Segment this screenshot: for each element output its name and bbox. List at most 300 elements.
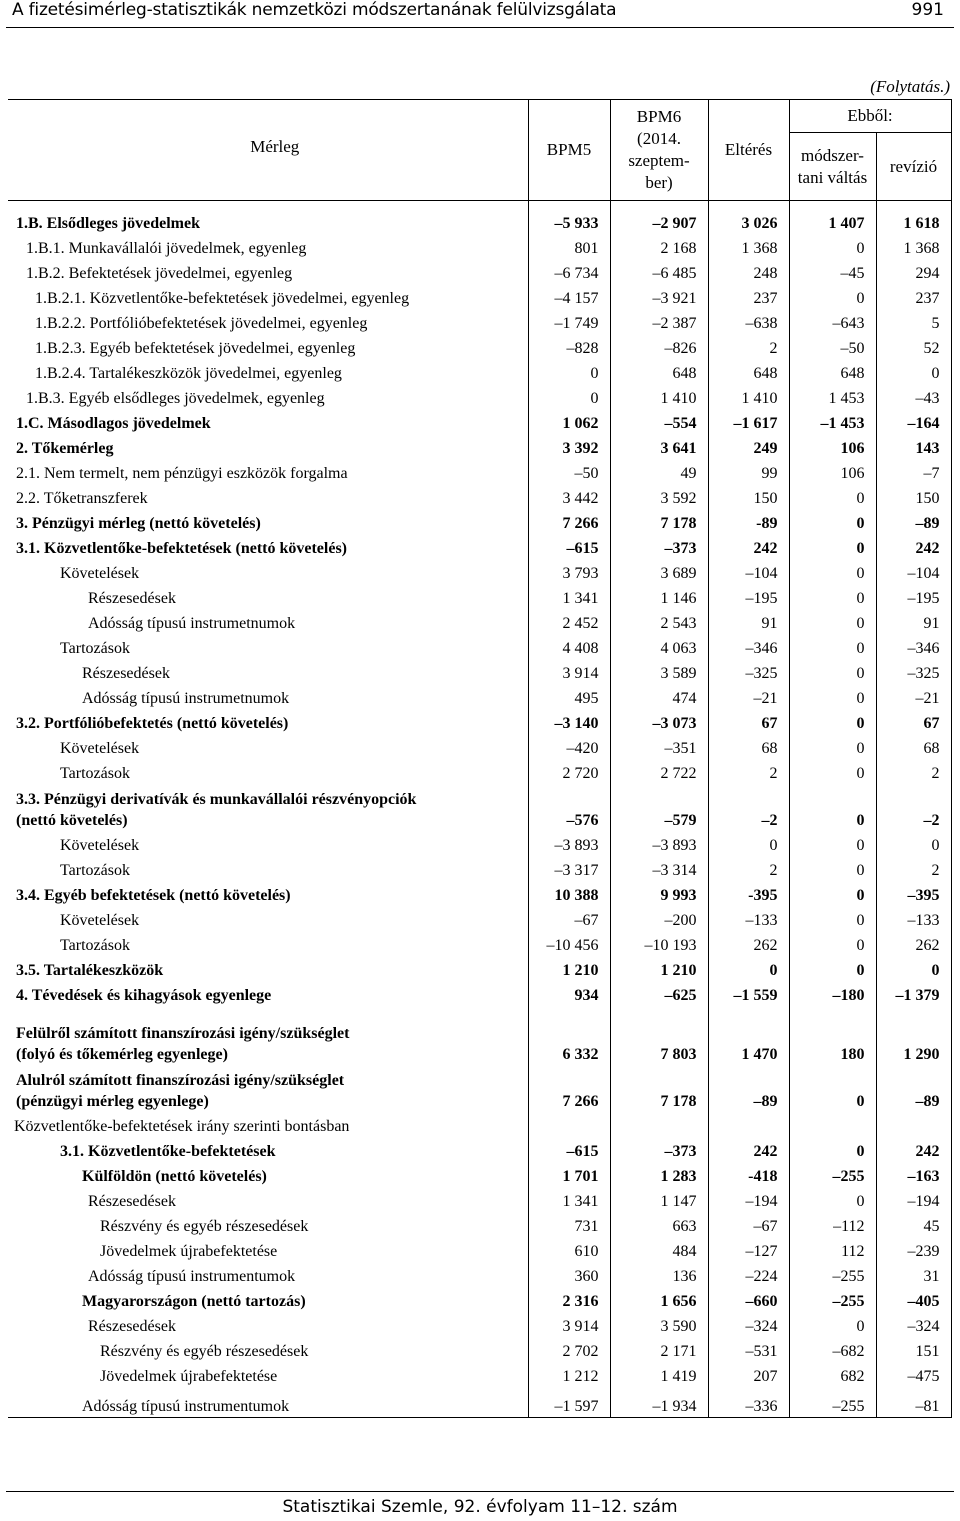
row-label: 1.B.2.4. Tartalékeszközök jövedelmei, egyenleg xyxy=(35,365,342,382)
table-row xyxy=(8,334,951,359)
header-merleg-label: Mérleg xyxy=(250,137,300,156)
table-row xyxy=(8,1065,951,1112)
revizio-value: –89 xyxy=(876,509,951,534)
table-row xyxy=(8,309,951,334)
spacer-cell xyxy=(789,1006,876,1018)
row-label: Magyarországon (nettó tartozás) xyxy=(82,1293,306,1310)
bpm5-value: 3 442 xyxy=(528,484,610,509)
bpm6-value: 3 641 xyxy=(610,434,708,459)
modszertani-value: 648 xyxy=(789,359,876,384)
bpm6-value: –200 xyxy=(610,906,708,931)
modszertani-value: 0 xyxy=(789,234,876,259)
bpm6-value: 3 590 xyxy=(610,1312,708,1337)
row-label: Adósság típusú instrumetnumok xyxy=(82,690,290,707)
revizio-value: –164 xyxy=(876,409,951,434)
row-label: Követelések xyxy=(60,740,140,757)
row-label: Részesedések xyxy=(88,590,176,607)
revizio-value: 45 xyxy=(876,1212,951,1237)
bpm5-value: 0 xyxy=(528,384,610,409)
table-row xyxy=(8,509,951,534)
table-row xyxy=(8,259,951,284)
bpm6-value: –554 xyxy=(610,409,708,434)
row-label: Alulról számított finanszírozási igény/szükséglet (pénzügyi mérleg egyenlege) xyxy=(16,1072,345,1110)
bpm5-value: –50 xyxy=(528,459,610,484)
elteres-value: 2 xyxy=(708,856,789,881)
revizio-value: 237 xyxy=(876,284,951,309)
revizio-value: 294 xyxy=(876,259,951,284)
table-row xyxy=(8,856,951,881)
revizio-value: 31 xyxy=(876,1262,951,1287)
modszertani-value: –1 453 xyxy=(789,409,876,434)
revizio-value: 242 xyxy=(876,1137,951,1162)
revizio-value: –89 xyxy=(876,1065,951,1112)
row-label: Követelések xyxy=(60,565,140,582)
elteres-value: 248 xyxy=(708,259,789,284)
bpm5-value: 7 266 xyxy=(528,509,610,534)
row-label: Részesedések xyxy=(82,665,170,682)
revizio-value: –104 xyxy=(876,559,951,584)
modszertani-value: 0 xyxy=(789,634,876,659)
modszertani-value: 0 xyxy=(789,956,876,981)
row-label: 4. Tévedések és kihagyások egyenlege xyxy=(16,987,272,1004)
table-row xyxy=(8,1362,951,1387)
row-label: 1.B.2. Befektetések jövedelmei, egyenleg xyxy=(26,265,293,282)
revizio-value: 150 xyxy=(876,484,951,509)
header-rule xyxy=(6,27,954,28)
bpm5-value: 6 332 xyxy=(528,1018,610,1065)
revizio-value: –475 xyxy=(876,1362,951,1387)
row-label: Tartozások xyxy=(60,765,130,782)
bpm6-value: 4 063 xyxy=(610,634,708,659)
balance-table xyxy=(8,99,952,1418)
bpm6-value: –373 xyxy=(610,534,708,559)
bpm5-value: –1 749 xyxy=(528,309,610,334)
table-row xyxy=(8,409,951,434)
elteres-value: –21 xyxy=(708,684,789,709)
modszertani-value: 0 xyxy=(789,1187,876,1212)
bpm5-value: 495 xyxy=(528,684,610,709)
table-row xyxy=(8,881,951,906)
modszertani-value: 0 xyxy=(789,534,876,559)
modszertani-value: 0 xyxy=(789,659,876,684)
table-body xyxy=(8,201,951,1418)
spacer-cell xyxy=(708,1006,789,1018)
running-header xyxy=(0,0,960,30)
elteres-value: 1 470 xyxy=(708,1018,789,1065)
bpm5-value: 2 316 xyxy=(528,1287,610,1312)
spacer-cell xyxy=(8,1006,528,1018)
modszertani-value: –255 xyxy=(789,1287,876,1312)
row-label: Felülről számított finanszírozási igény/szükséglet (folyó és tőkemérleg egyenlege) xyxy=(16,1025,350,1063)
bpm6-value: –579 xyxy=(610,784,708,831)
table-row xyxy=(8,1312,951,1337)
row-label: 3.1. Közvetlentőke-befektetések xyxy=(60,1143,276,1160)
bpm6-value: 1 656 xyxy=(610,1287,708,1312)
revizio-value: –163 xyxy=(876,1162,951,1187)
table-row xyxy=(8,1387,951,1418)
row-label: Tartozások xyxy=(60,862,130,879)
table-row xyxy=(8,831,951,856)
bpm6-value: –3 314 xyxy=(610,856,708,881)
bpm5-value: –576 xyxy=(528,784,610,831)
bpm6-value: 2 543 xyxy=(610,609,708,634)
table-row xyxy=(8,1287,951,1312)
modszertani-value: –255 xyxy=(789,1162,876,1187)
elteres-value: 68 xyxy=(708,734,789,759)
revizio-value: 1 290 xyxy=(876,1018,951,1065)
modszertani-value: 0 xyxy=(789,1137,876,1162)
revizio-value: –194 xyxy=(876,1187,951,1212)
revizio-value: –1 379 xyxy=(876,981,951,1006)
spacer-row xyxy=(8,1006,951,1018)
row-label: 1.C. Másodlagos jövedelmek xyxy=(16,415,211,432)
elteres-value: –133 xyxy=(708,906,789,931)
elteres-value: -418 xyxy=(708,1162,789,1187)
table-row xyxy=(8,1337,951,1362)
bpm5-value: 2 702 xyxy=(528,1337,610,1362)
revizio-value: 67 xyxy=(876,709,951,734)
table-row xyxy=(8,634,951,659)
bpm5-value: 3 392 xyxy=(528,434,610,459)
bpm6-value: 474 xyxy=(610,684,708,709)
bpm5-value: 10 388 xyxy=(528,881,610,906)
elteres-value: 2 xyxy=(708,334,789,359)
row-label: 2.2. Tőketranszferek xyxy=(16,490,148,507)
bpm5-value: 934 xyxy=(528,981,610,1006)
elteres-value xyxy=(708,1112,789,1137)
elteres-value: –336 xyxy=(708,1387,789,1418)
bpm6-value: 1 419 xyxy=(610,1362,708,1387)
bpm6-value: 1 283 xyxy=(610,1162,708,1187)
table-row xyxy=(8,209,951,234)
table-row xyxy=(8,484,951,509)
revizio-value: 1 618 xyxy=(876,209,951,234)
bpm5-value: 360 xyxy=(528,1262,610,1287)
revizio-value: –2 xyxy=(876,784,951,831)
modszertani-value: 682 xyxy=(789,1362,876,1387)
modszertani-value: 0 xyxy=(789,931,876,956)
elteres-value: –195 xyxy=(708,584,789,609)
row-label: 1.B.2.2. Portfólióbefektetések jövedelmei, egyenleg xyxy=(35,315,368,332)
table-row xyxy=(8,684,951,709)
revizio-value: –43 xyxy=(876,384,951,409)
elteres-value: –127 xyxy=(708,1237,789,1262)
revizio-value: 52 xyxy=(876,334,951,359)
bpm6-value: 49 xyxy=(610,459,708,484)
elteres-value: –1 617 xyxy=(708,409,789,434)
bpm6-value: –351 xyxy=(610,734,708,759)
modszertani-value: 0 xyxy=(789,509,876,534)
footer-rule xyxy=(6,1491,954,1492)
modszertani-value: 0 xyxy=(789,1312,876,1337)
table-row xyxy=(8,1237,951,1262)
bpm6-value: –2 387 xyxy=(610,309,708,334)
elteres-value: 3 026 xyxy=(708,209,789,234)
row-label: 2.1. Nem termelt, nem pénzügyi eszközök forgalma xyxy=(16,465,348,482)
elteres-value: –324 xyxy=(708,1312,789,1337)
table-row xyxy=(8,956,951,981)
table-row xyxy=(8,981,951,1006)
revizio-value: 1 368 xyxy=(876,234,951,259)
modszertani-value: –255 xyxy=(789,1262,876,1287)
elteres-value: –325 xyxy=(708,659,789,684)
bpm5-value: 1 701 xyxy=(528,1162,610,1187)
bpm6-value: 9 993 xyxy=(610,881,708,906)
header-ebbol: Ebből: xyxy=(789,100,951,133)
row-label: Külföldön (nettó követelés) xyxy=(82,1168,267,1185)
table-row xyxy=(8,559,951,584)
bpm6-value: 1 147 xyxy=(610,1187,708,1212)
elteres-value: –346 xyxy=(708,634,789,659)
elteres-value: 1 410 xyxy=(708,384,789,409)
bpm5-value: –3 317 xyxy=(528,856,610,881)
modszertani-value: –45 xyxy=(789,259,876,284)
row-label: Adósság típusú instrumentumok xyxy=(8,1387,528,1418)
table-row xyxy=(8,1112,951,1137)
spacer-cell xyxy=(610,1006,708,1018)
elteres-value: –660 xyxy=(708,1287,789,1312)
table-row xyxy=(8,1137,951,1162)
bpm5-value: –67 xyxy=(528,906,610,931)
revizio-value: –81 xyxy=(876,1387,951,1418)
elteres-value: 2 xyxy=(708,759,789,784)
revizio-value: 242 xyxy=(876,534,951,559)
row-label: Részesedések xyxy=(88,1193,176,1210)
modszertani-value: 0 xyxy=(789,484,876,509)
modszertani-value: 0 xyxy=(789,684,876,709)
modszertani-value: 0 xyxy=(789,559,876,584)
header-body-separator xyxy=(8,201,951,210)
bpm6-value: 3 589 xyxy=(610,659,708,684)
bpm6-value xyxy=(610,1112,708,1137)
elteres-value: 648 xyxy=(708,359,789,384)
header-bpm5: BPM5 xyxy=(528,100,610,201)
bpm5-value: –1 597 xyxy=(528,1387,610,1418)
modszertani-value: 0 xyxy=(789,759,876,784)
row-label: Tartozások xyxy=(60,937,130,954)
elteres-value: 262 xyxy=(708,931,789,956)
table-row xyxy=(8,284,951,309)
revizio-value: –325 xyxy=(876,659,951,684)
continued-note: (Folytatás.) xyxy=(870,77,950,96)
row-label: Követelések xyxy=(60,837,140,854)
bpm6-value: 648 xyxy=(610,359,708,384)
modszertani-value: –682 xyxy=(789,1337,876,1362)
table-row xyxy=(8,659,951,684)
bpm5-value: –828 xyxy=(528,334,610,359)
elteres-value: –104 xyxy=(708,559,789,584)
modszertani-value: 106 xyxy=(789,434,876,459)
elteres-value: -89 xyxy=(708,509,789,534)
modszertani-value: 0 xyxy=(789,1065,876,1112)
bpm5-value: –420 xyxy=(528,734,610,759)
bpm6-value: 136 xyxy=(610,1262,708,1287)
bpm6-value: –3 921 xyxy=(610,284,708,309)
modszertani-value xyxy=(789,1112,876,1137)
table-row xyxy=(8,609,951,634)
table-row xyxy=(8,584,951,609)
separator-cell xyxy=(876,201,951,210)
header-elteres: Eltérés xyxy=(708,100,789,201)
row-label: 2. Tőkemérleg xyxy=(16,440,114,457)
row-label: 3.1. Közvetlentőke-befektetések (nettó követelés) xyxy=(16,540,348,557)
elteres-value: –1 559 xyxy=(708,981,789,1006)
elteres-value: –67 xyxy=(708,1212,789,1237)
spacer-cell xyxy=(876,1006,951,1018)
elteres-value: –89 xyxy=(708,1065,789,1112)
bpm5-value: 801 xyxy=(528,234,610,259)
bpm6-value: –10 193 xyxy=(610,931,708,956)
header-bpm6: BPM6 (2014. szeptem- ber) xyxy=(610,100,708,201)
bpm6-value: 484 xyxy=(610,1237,708,1262)
modszertani-value: 0 xyxy=(789,856,876,881)
revizio-value: 0 xyxy=(876,831,951,856)
bpm6-value: –373 xyxy=(610,1137,708,1162)
bpm6-value: –3 073 xyxy=(610,709,708,734)
separator-cell xyxy=(610,201,708,210)
row-label: 3.3. Pénzügyi derivatívák és munkavállalói részvényopciók (nettó követelés) xyxy=(16,791,417,829)
revizio-value: –21 xyxy=(876,684,951,709)
revizio-value: –346 xyxy=(876,634,951,659)
modszertani-value: 0 xyxy=(789,609,876,634)
elteres-value: 91 xyxy=(708,609,789,634)
bpm5-value: 1 210 xyxy=(528,956,610,981)
spacer-cell xyxy=(528,1006,610,1018)
table-row xyxy=(8,1212,951,1237)
elteres-value: 207 xyxy=(708,1362,789,1387)
bpm5-value: 3 914 xyxy=(528,659,610,684)
bpm5-value: 0 xyxy=(528,359,610,384)
row-label: Követelések xyxy=(60,912,140,929)
elteres-value: 237 xyxy=(708,284,789,309)
elteres-value: –224 xyxy=(708,1262,789,1287)
bpm5-value: 2 720 xyxy=(528,759,610,784)
elteres-value: –531 xyxy=(708,1337,789,1362)
bpm5-value: –4 157 xyxy=(528,284,610,309)
modszertani-value: –50 xyxy=(789,334,876,359)
bpm6-value: 7 178 xyxy=(610,1065,708,1112)
bpm5-value: 1 212 xyxy=(528,1362,610,1387)
modszertani-value: 180 xyxy=(789,1018,876,1065)
bpm6-value: 2 171 xyxy=(610,1337,708,1362)
elteres-value: 0 xyxy=(708,956,789,981)
modszertani-value: –255 xyxy=(789,1387,876,1418)
revizio-value: 68 xyxy=(876,734,951,759)
bpm5-value: 1 341 xyxy=(528,584,610,609)
bpm5-value: 1 341 xyxy=(528,1187,610,1212)
revizio-value: –133 xyxy=(876,906,951,931)
revizio-value xyxy=(876,1112,951,1137)
row-label: Tartozások xyxy=(60,640,130,657)
header-merleg xyxy=(8,100,528,201)
bpm5-value: 3 793 xyxy=(528,559,610,584)
table-row xyxy=(8,734,951,759)
revizio-value: –324 xyxy=(876,1312,951,1337)
table-row xyxy=(8,759,951,784)
modszertani-value: 0 xyxy=(789,584,876,609)
modszertani-value: 106 xyxy=(789,459,876,484)
row-label: 3.5. Tartalékeszközök xyxy=(16,962,164,979)
modszertani-value: –112 xyxy=(789,1212,876,1237)
bpm6-value: 3 689 xyxy=(610,559,708,584)
bpm6-value: –1 934 xyxy=(610,1387,708,1418)
row-label: Részesedések xyxy=(88,1318,176,1335)
elteres-value: 1 368 xyxy=(708,234,789,259)
bpm5-value: –10 456 xyxy=(528,931,610,956)
page-number: 991 xyxy=(911,0,944,20)
bpm6-value: 663 xyxy=(610,1212,708,1237)
revizio-value: –395 xyxy=(876,881,951,906)
table-row xyxy=(8,359,951,384)
table-row xyxy=(8,931,951,956)
table-header xyxy=(8,100,951,201)
revizio-value: 2 xyxy=(876,856,951,881)
table-row xyxy=(8,709,951,734)
revizio-value: –239 xyxy=(876,1237,951,1262)
modszertani-value: 0 xyxy=(789,881,876,906)
revizio-value: 143 xyxy=(876,434,951,459)
elteres-value: -395 xyxy=(708,881,789,906)
bpm5-value: 1 062 xyxy=(528,409,610,434)
bpm5-value: 4 408 xyxy=(528,634,610,659)
elteres-value: 242 xyxy=(708,534,789,559)
footer-journal: Statisztikai Szemle, 92. évfolyam 11–12. szám xyxy=(282,1497,678,1517)
table-row xyxy=(8,1162,951,1187)
bpm6-value: –625 xyxy=(610,981,708,1006)
bpm5-value: –3 893 xyxy=(528,831,610,856)
table-row xyxy=(8,906,951,931)
bpm6-value: 7 803 xyxy=(610,1018,708,1065)
modszertani-value: –180 xyxy=(789,981,876,1006)
bpm6-value: –3 893 xyxy=(610,831,708,856)
table-row xyxy=(8,534,951,559)
bpm6-value: –826 xyxy=(610,334,708,359)
elteres-value: –638 xyxy=(708,309,789,334)
header-modszertani: módszer- tani váltás xyxy=(789,133,876,201)
modszertani-value: 0 xyxy=(789,709,876,734)
table-row xyxy=(8,434,951,459)
table-row xyxy=(8,459,951,484)
modszertani-value: 0 xyxy=(789,734,876,759)
elteres-value: 0 xyxy=(708,831,789,856)
elteres-value: 242 xyxy=(708,1137,789,1162)
modszertani-value: 0 xyxy=(789,784,876,831)
revizio-value: 2 xyxy=(876,759,951,784)
modszertani-value: 0 xyxy=(789,906,876,931)
row-label: 1.B.2.1. Közvetlentőke-befektetések jövedelmei, egyenleg xyxy=(35,290,410,307)
elteres-value: 99 xyxy=(708,459,789,484)
row-label: Adósság típusú instrumentumok xyxy=(88,1268,296,1285)
elteres-value: 67 xyxy=(708,709,789,734)
table-row xyxy=(8,1187,951,1212)
table-row xyxy=(8,384,951,409)
bpm6-value: 1 146 xyxy=(610,584,708,609)
bpm6-value: 1 210 xyxy=(610,956,708,981)
bpm5-value: –6 734 xyxy=(528,259,610,284)
table-row xyxy=(8,1018,951,1065)
row-label: 1.B.1. Munkavállalói jövedelmek, egyenleg xyxy=(26,240,307,257)
bpm5-value: 2 452 xyxy=(528,609,610,634)
modszertani-value: 1 407 xyxy=(789,209,876,234)
elteres-value: 150 xyxy=(708,484,789,509)
modszertani-value: –643 xyxy=(789,309,876,334)
table-row xyxy=(8,784,951,831)
bpm6-value: 2 168 xyxy=(610,234,708,259)
modszertani-value: 0 xyxy=(789,284,876,309)
row-label: Közvetlentőke-befektetések irány szerinti bontásban xyxy=(14,1118,350,1135)
table-row xyxy=(8,234,951,259)
separator-cell xyxy=(8,201,528,210)
